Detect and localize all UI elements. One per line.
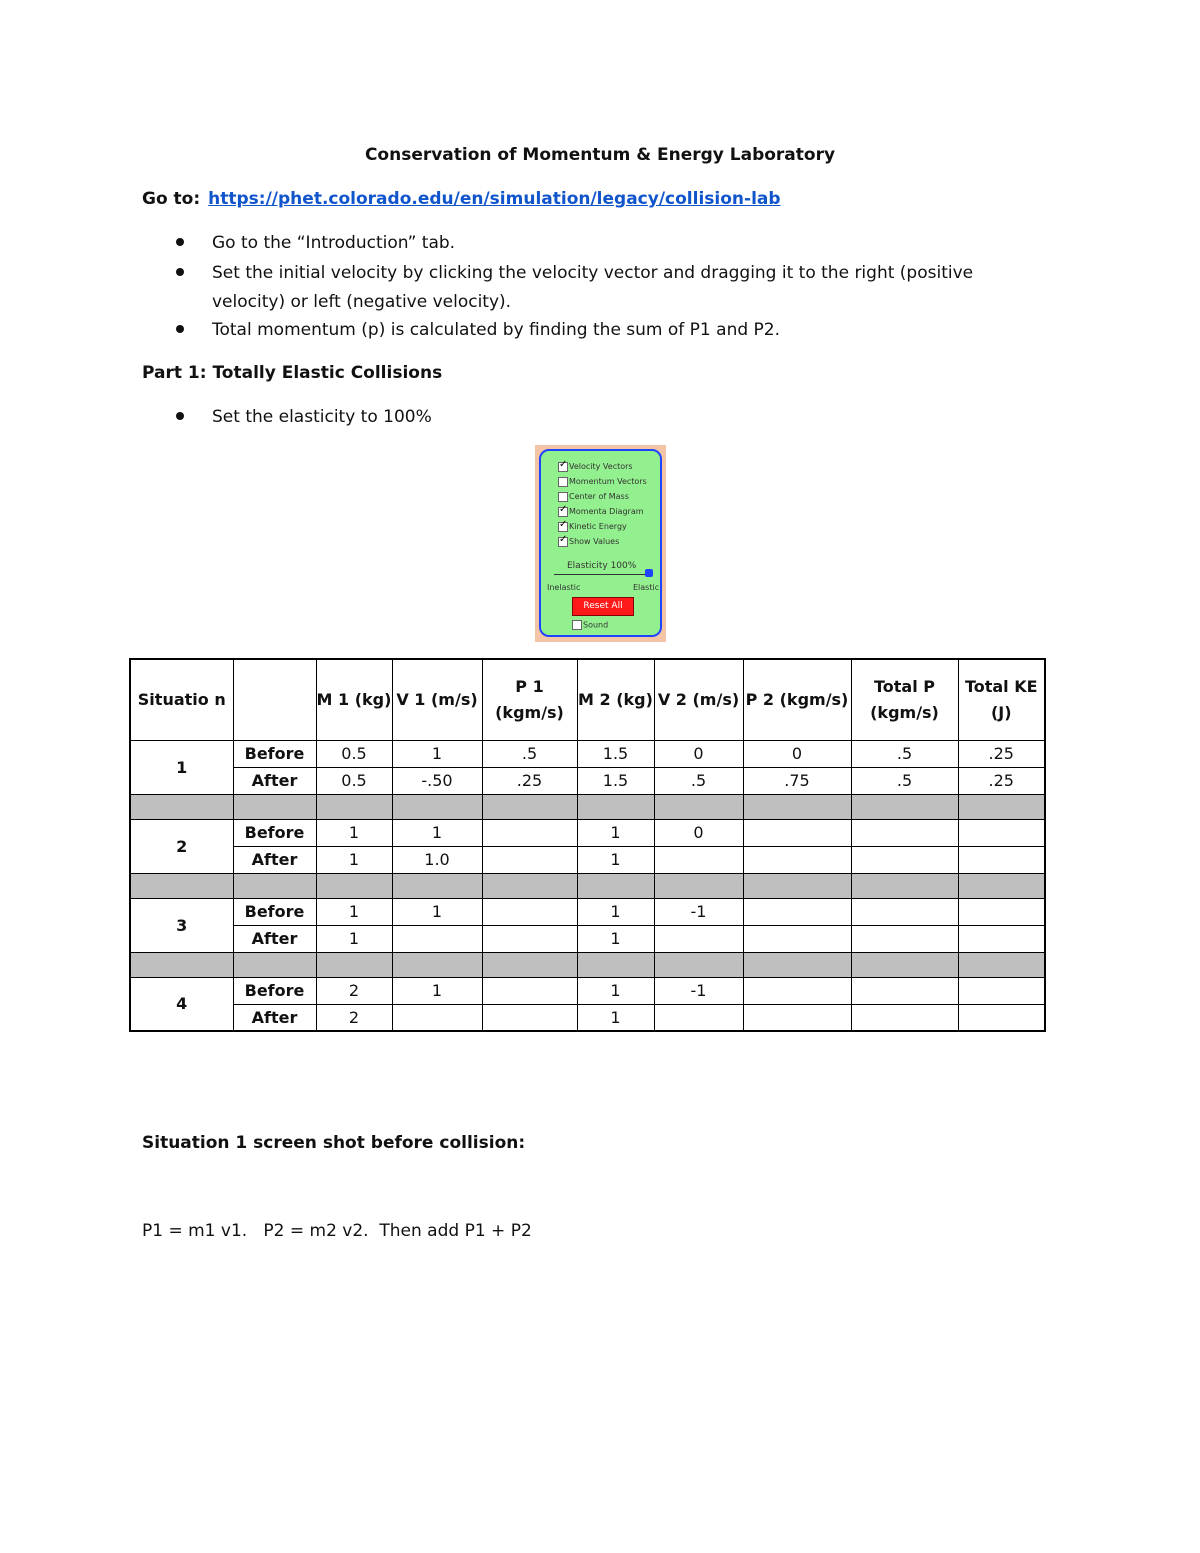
screenshot-caption: Situation 1 screen shot before collision: bbox=[142, 1133, 526, 1153]
goto-line bbox=[142, 189, 781, 209]
checkbox-momenta-diagram[interactable] bbox=[558, 506, 644, 518]
situation-number: 2 bbox=[130, 819, 233, 873]
separator-cell bbox=[851, 873, 958, 898]
separator-cell bbox=[130, 952, 233, 977]
table-cell[interactable] bbox=[482, 898, 577, 925]
separator-cell bbox=[482, 794, 577, 819]
separator-cell bbox=[958, 794, 1045, 819]
situation-number: 4 bbox=[130, 977, 233, 1031]
table-cell[interactable]: 1 bbox=[577, 846, 654, 873]
table-cell[interactable] bbox=[654, 846, 743, 873]
table-cell[interactable]: 1 bbox=[316, 846, 392, 873]
momentum-formula: P1 = m1 v1. P2 = m2 v2. Then add P1 + P2 bbox=[142, 1221, 532, 1241]
separator-cell bbox=[654, 952, 743, 977]
instruction-item: Total momentum (p) is calculated by finding the sum of P1 and P2. bbox=[212, 320, 781, 340]
checkbox-icon bbox=[558, 462, 568, 472]
table-cell[interactable] bbox=[743, 1004, 851, 1031]
table-row bbox=[130, 898, 1045, 925]
table-cell[interactable] bbox=[743, 819, 851, 846]
table-cell[interactable] bbox=[654, 1004, 743, 1031]
table-cell[interactable]: 2 bbox=[316, 977, 392, 1004]
table-cell[interactable] bbox=[851, 977, 958, 1004]
separator-cell bbox=[130, 794, 233, 819]
table-cell[interactable] bbox=[851, 925, 958, 952]
separator-cell bbox=[233, 794, 316, 819]
part1-heading: Part 1: Totally Elastic Collisions bbox=[142, 363, 443, 383]
table-cell[interactable] bbox=[482, 977, 577, 1004]
checkbox-show-values[interactable] bbox=[558, 536, 619, 548]
separator-cell bbox=[743, 794, 851, 819]
header-p2: P 2 (kgm/s) bbox=[743, 659, 851, 740]
table-cell[interactable]: .25 bbox=[958, 767, 1045, 794]
checkbox-label: Kinetic Energy bbox=[569, 522, 627, 531]
table-cell[interactable]: 2 bbox=[316, 1004, 392, 1031]
table-cell[interactable]: 0.5 bbox=[316, 740, 392, 767]
table-cell[interactable]: -.50 bbox=[392, 767, 482, 794]
checkbox-label: Momenta Diagram bbox=[569, 507, 644, 516]
separator-row bbox=[130, 952, 1045, 977]
table-cell[interactable] bbox=[392, 1004, 482, 1031]
table-cell[interactable] bbox=[482, 1004, 577, 1031]
header-total-p: Total P (kgm/s) bbox=[851, 659, 958, 740]
table-cell[interactable]: .25 bbox=[482, 767, 577, 794]
table-cell[interactable] bbox=[743, 846, 851, 873]
table-cell[interactable]: 1 bbox=[392, 898, 482, 925]
table-cell[interactable]: 1 bbox=[577, 819, 654, 846]
separator-cell bbox=[130, 873, 233, 898]
separator-cell bbox=[233, 952, 316, 977]
instruction-item: Set the initial velocity by clicking the velocity vector and dragging it to the right (positive velocity) or left (negative velocity). bbox=[212, 263, 974, 312]
table-cell[interactable] bbox=[743, 977, 851, 1004]
phase-label: Before bbox=[233, 977, 316, 1004]
table-cell[interactable]: .5 bbox=[851, 767, 958, 794]
table-cell[interactable]: 0.5 bbox=[316, 767, 392, 794]
phase-label: After bbox=[233, 1004, 316, 1031]
table-cell[interactable] bbox=[743, 925, 851, 952]
checkbox-label: Center of Mass bbox=[569, 492, 629, 501]
checkbox-velocity-vectors[interactable] bbox=[558, 461, 633, 473]
phase-label: Before bbox=[233, 740, 316, 767]
table-cell[interactable] bbox=[958, 898, 1045, 925]
phase-label: Before bbox=[233, 819, 316, 846]
table-cell[interactable] bbox=[851, 898, 958, 925]
separator-cell bbox=[577, 794, 654, 819]
table-cell[interactable]: 1 bbox=[392, 977, 482, 1004]
table-cell[interactable]: 1 bbox=[316, 898, 392, 925]
elasticity-label: Elasticity 100% bbox=[567, 561, 637, 571]
separator-cell bbox=[392, 873, 482, 898]
elasticity-instruction: Set the elasticity to 100% bbox=[212, 407, 432, 427]
header-m2: M 2 (kg) bbox=[577, 659, 654, 740]
checkbox-icon bbox=[572, 620, 582, 630]
checkbox-icon bbox=[558, 492, 568, 502]
table-cell[interactable] bbox=[482, 819, 577, 846]
checkbox-sound[interactable] bbox=[572, 620, 608, 630]
checkbox-label: Velocity Vectors bbox=[569, 462, 633, 471]
table-cell[interactable]: 1 bbox=[577, 977, 654, 1004]
header-total-ke: Total KE (J) bbox=[958, 659, 1045, 740]
table-cell[interactable]: .5 bbox=[482, 740, 577, 767]
elasticity-slider-track[interactable] bbox=[554, 574, 649, 575]
sim-control-panel bbox=[539, 449, 662, 637]
checkbox-icon bbox=[558, 522, 568, 532]
table-cell[interactable]: -1 bbox=[654, 977, 743, 1004]
simulation-link[interactable]: https://phet.colorado.edu/en/simulation/legacy/collision-lab bbox=[208, 189, 781, 209]
header-blank bbox=[233, 659, 316, 740]
table-cell[interactable]: 1.5 bbox=[577, 740, 654, 767]
table-row bbox=[130, 767, 1045, 794]
separator-cell bbox=[654, 873, 743, 898]
table-cell[interactable]: 1 bbox=[316, 819, 392, 846]
header-v2: V 2 (m/s) bbox=[654, 659, 743, 740]
header-situation: Situatio n bbox=[130, 659, 233, 740]
separator-row bbox=[130, 873, 1045, 898]
phase-label: After bbox=[233, 846, 316, 873]
table-header-row bbox=[130, 659, 1045, 740]
separator-cell bbox=[316, 952, 392, 977]
table-cell[interactable] bbox=[392, 925, 482, 952]
table-cell[interactable]: 1 bbox=[392, 819, 482, 846]
separator-cell bbox=[851, 794, 958, 819]
header-m1: M 1 (kg) bbox=[316, 659, 392, 740]
table-cell[interactable]: .5 bbox=[654, 767, 743, 794]
table-cell[interactable] bbox=[958, 925, 1045, 952]
header-p1: P 1 (kgm/s) bbox=[482, 659, 577, 740]
separator-cell bbox=[482, 952, 577, 977]
table-row bbox=[130, 925, 1045, 952]
table-cell[interactable]: 1 bbox=[316, 925, 392, 952]
bullet-icon bbox=[176, 238, 184, 246]
table-row bbox=[130, 977, 1045, 1004]
separator-cell bbox=[482, 873, 577, 898]
table-cell[interactable] bbox=[958, 977, 1045, 1004]
checkbox-label: Show Values bbox=[569, 537, 620, 546]
checkbox-label: Momentum Vectors bbox=[569, 477, 647, 486]
separator-cell bbox=[577, 873, 654, 898]
bullet-icon bbox=[176, 412, 184, 420]
momentum-data-table bbox=[129, 658, 1046, 1032]
phase-label: Before bbox=[233, 898, 316, 925]
table-cell[interactable]: 1.0 bbox=[392, 846, 482, 873]
checkbox-momentum-vectors[interactable] bbox=[558, 476, 647, 488]
phase-label: After bbox=[233, 925, 316, 952]
checkbox-icon bbox=[558, 537, 568, 547]
table-cell[interactable] bbox=[851, 819, 958, 846]
table-cell[interactable]: .75 bbox=[743, 767, 851, 794]
table-cell[interactable]: 0 bbox=[743, 740, 851, 767]
table-cell[interactable]: 1 bbox=[392, 740, 482, 767]
checkbox-label: Sound bbox=[583, 620, 609, 630]
table-cell[interactable] bbox=[958, 1004, 1045, 1031]
goto-label: Go to: bbox=[142, 189, 201, 209]
table-cell[interactable]: 0 bbox=[654, 819, 743, 846]
slider-max-label: Elastic bbox=[633, 583, 660, 592]
table-cell[interactable]: -1 bbox=[654, 898, 743, 925]
situation-number: 1 bbox=[130, 740, 233, 794]
bullet-icon bbox=[176, 325, 184, 333]
elasticity-slider-handle[interactable] bbox=[645, 569, 653, 577]
instruction-item: Go to the “Introduction” tab. bbox=[212, 233, 456, 253]
separator-cell bbox=[316, 873, 392, 898]
table-cell[interactable] bbox=[958, 846, 1045, 873]
table-cell[interactable]: .25 bbox=[958, 740, 1045, 767]
separator-cell bbox=[851, 952, 958, 977]
phase-label: After bbox=[233, 767, 316, 794]
separator-cell bbox=[577, 952, 654, 977]
slider-min-label: Inelastic bbox=[547, 583, 581, 592]
separator-cell bbox=[743, 952, 851, 977]
table-cell[interactable]: .5 bbox=[851, 740, 958, 767]
separator-row bbox=[130, 794, 1045, 819]
separator-cell bbox=[743, 873, 851, 898]
header-v1: V 1 (m/s) bbox=[392, 659, 482, 740]
separator-cell bbox=[316, 794, 392, 819]
separator-cell bbox=[958, 873, 1045, 898]
checkbox-icon bbox=[558, 507, 568, 517]
table-row bbox=[130, 819, 1045, 846]
separator-cell bbox=[654, 794, 743, 819]
table-cell[interactable]: 1 bbox=[577, 898, 654, 925]
table-cell[interactable] bbox=[482, 925, 577, 952]
table-cell[interactable]: 1.5 bbox=[577, 767, 654, 794]
table-cell[interactable] bbox=[654, 925, 743, 952]
table-row bbox=[130, 740, 1045, 767]
checkbox-center-of-mass[interactable] bbox=[558, 491, 629, 503]
bullet-icon bbox=[176, 268, 184, 276]
table-cell[interactable]: 0 bbox=[654, 740, 743, 767]
situation-number: 3 bbox=[130, 898, 233, 952]
sim-panel-screenshot bbox=[535, 445, 666, 642]
table-row bbox=[130, 1004, 1045, 1031]
table-cell[interactable] bbox=[958, 819, 1045, 846]
table-body bbox=[130, 740, 1045, 1031]
separator-cell bbox=[392, 794, 482, 819]
table-cell[interactable]: 1 bbox=[577, 925, 654, 952]
table-cell[interactable] bbox=[851, 846, 958, 873]
table-cell[interactable] bbox=[743, 898, 851, 925]
checkbox-kinetic-energy[interactable] bbox=[558, 521, 627, 533]
checkbox-icon bbox=[558, 477, 568, 487]
page-title: Conservation of Momentum & Energy Laboratory bbox=[364, 145, 836, 165]
table-cell[interactable] bbox=[482, 846, 577, 873]
table-row bbox=[130, 846, 1045, 873]
separator-cell bbox=[392, 952, 482, 977]
table-cell[interactable] bbox=[851, 1004, 958, 1031]
table-cell[interactable]: 1 bbox=[577, 1004, 654, 1031]
reset-all-button[interactable]: Reset All bbox=[572, 597, 634, 616]
separator-cell bbox=[958, 952, 1045, 977]
separator-cell bbox=[233, 873, 316, 898]
